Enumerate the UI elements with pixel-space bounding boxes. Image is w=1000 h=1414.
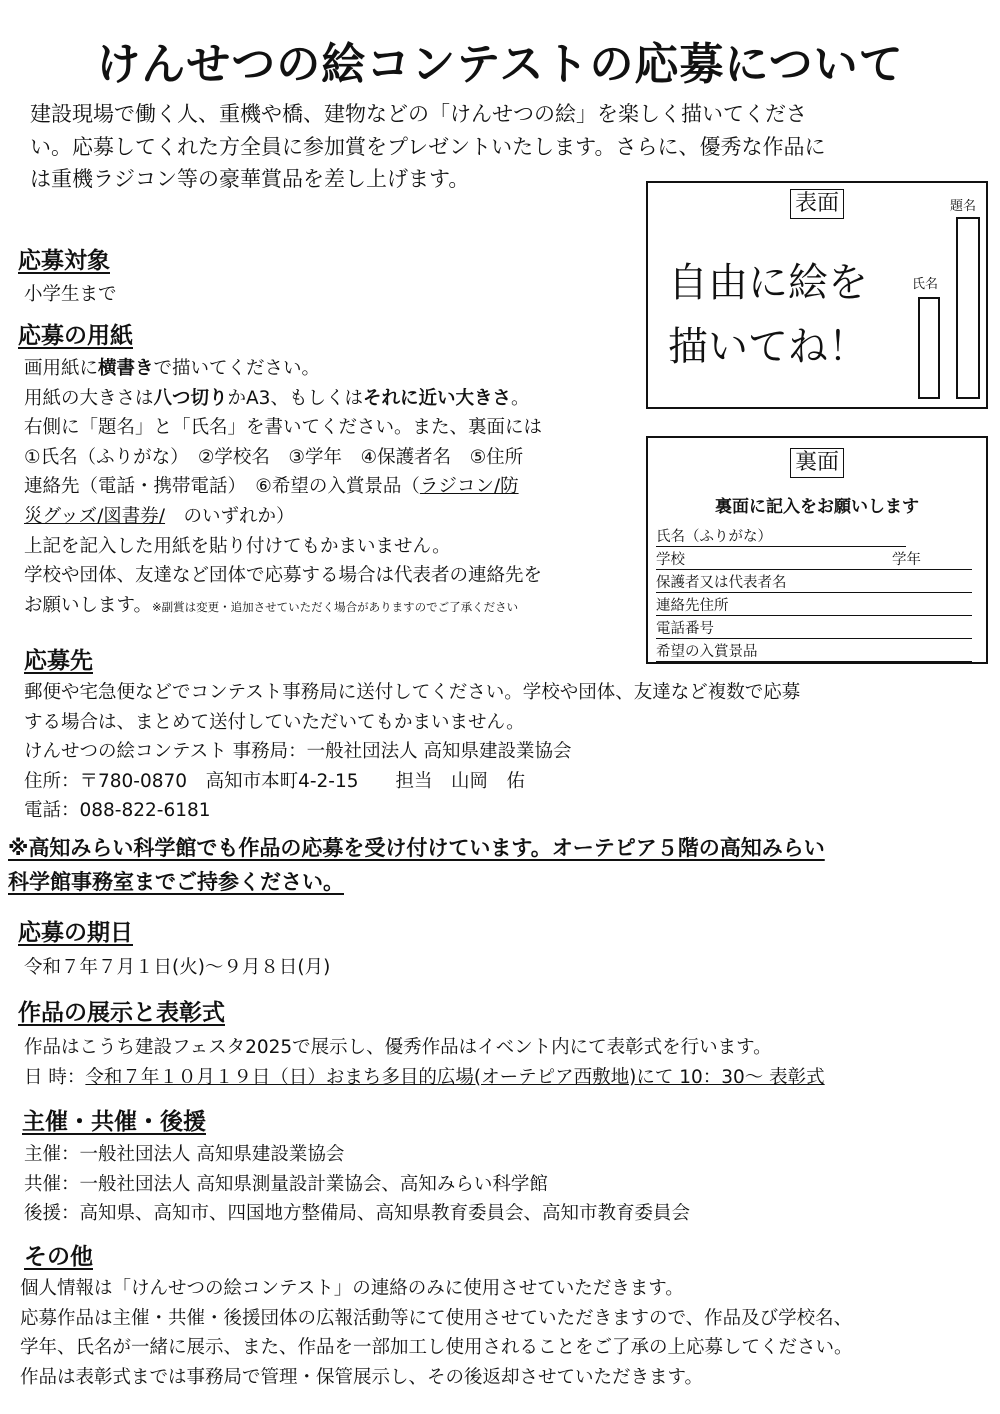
prize-options: ラジコン/防 [419,476,519,498]
name-slot [918,297,940,399]
back-sample-box [646,436,988,664]
intro-line: 建設現場で働く人、重機や橋、建物などの「けんせつの絵」を楽しく描いてくださ [30,102,807,126]
intro-line: い。応募してくれた方全員に参加賞をプレゼントいたします。さらに、優秀な作品に [30,134,826,159]
target-heading: 応募対象 [18,248,110,274]
paper-bold: 横書き [98,358,154,379]
paper-text: で描いてください。 [153,358,321,379]
destination-line: する場合は、まとめて送付していただいてもかまいません。 [24,711,525,733]
field-guardian: 保護者又は代表者名 [656,574,972,593]
exhibit-line: 作品はこうち建設フェスタ2025で展示し、優秀作品はイベント内にて表彰式を行います。 [24,1037,772,1058]
paper-text: お願いします。 [24,594,153,616]
paper-text: かA3、もしくは [227,387,363,409]
destination-body [24,678,800,826]
front-tag: 表面 [790,189,844,219]
destination-heading: 応募先 [24,648,93,674]
intro-line: は重機ラジコン等の豪華賞品を差し上げます。 [30,167,470,192]
exhibit-body [24,1033,825,1092]
exhibit-heading: 作品の展示と表彰式 [18,1000,225,1026]
paper-text: 連絡先（電話・携帯電話） ⑥希望の入賞景品（ [24,476,420,498]
back-heading: 裏面に記入をお願いします [715,497,919,517]
paper-text: 画用紙に [24,358,99,379]
target-text: 小学生まで [24,284,117,305]
other-body [20,1274,853,1392]
destination-line: 住所：〒780-0870 高知市本町4-2-15 担当 山岡 佑 [24,770,526,792]
sponsors-body [24,1140,690,1229]
science-museum-notice [8,832,998,899]
field-school-label: 学校 [656,552,685,568]
front-draw-line: 描いてね！ [668,324,868,370]
paper-line [24,502,644,532]
paper-line: 上記を記入した用紙を貼り付けてもかまいません。 [24,535,451,557]
page-title: けんせつの絵コンテストの応募について [96,39,904,90]
field-name: 氏名（ふりがな） [656,528,906,547]
destination-line: 郵便や宅急便などでコンテスト事務局に送付してください。学校や団体、友達など複数で応募 [24,682,801,703]
paper-bold: それに近い大きさ [362,387,511,409]
paper-line: 学校や団体、友達など団体で応募する場合は代表者の連絡先を [24,565,543,587]
field-address: 連絡先住所 [656,597,972,616]
back-tag: 裏面 [790,448,844,478]
field-school [656,551,972,570]
notice-line: ※高知みらい科学館でも作品の応募を受け付けています。オーテピア５階の高知みらい [8,836,825,860]
paper-text: 用紙の大きさは [24,387,154,409]
name-label: 氏名 [912,277,939,292]
other-line: 学年、氏名が一緒に展示、また、作品を一部加工し使用されることをご了承の上応募してください。 [20,1337,853,1359]
front-draw-line: 自由に絵を [668,260,868,306]
other-line: 個人情報は「けんせつの絵コンテスト」の連絡のみに使用させていただきます。 [20,1278,684,1299]
paper-text: のいずれか） [165,505,295,527]
sponsor-line: 主催：一般社団法人 高知県建設業協会 [24,1144,345,1165]
prize-options: 災グッズ/図書券/ [24,505,166,527]
destination-line: けんせつの絵コンテスト 事務局：一般社団法人 高知県建設業協会 [24,741,572,763]
paper-body [24,354,644,620]
notice-line: 科学館事務室までご持参ください。 [8,869,344,894]
paper-line [24,472,644,502]
exhibit-line [24,1063,825,1093]
title-label: 題名 [950,199,977,214]
front-sample-box [646,181,988,409]
exhibit-date-label: 日 時： [24,1066,86,1088]
field-grade-label: 学年 [892,552,921,568]
paper-bold: 八つ切り [153,387,228,409]
destination-line: 電話：088-822-6181 [24,800,211,822]
paper-line: 右側に「題名」と「氏名」を書いてください。また、裏面には [24,417,543,439]
paper-line [24,384,644,414]
field-prize: 希望の入賞景品 [656,643,972,662]
other-heading: その他 [24,1244,93,1270]
sponsors-heading: 主催・共催・後援 [22,1109,206,1135]
title-slot [956,217,980,399]
paper-line: ①氏名（ふりがな） ②学校名 ③学年 ④保護者名 ⑤住所 [24,446,524,468]
other-line: 作品は表彰式までは事務局で管理・保管展示し、その後返却させていただきます。 [20,1366,704,1388]
paper-line [24,354,644,384]
other-line: 応募作品は主催・共催・後援団体の広報活動等にて使用させていただきますので、作品及び学校名、 [20,1307,853,1329]
period-heading: 応募の期日 [18,920,133,946]
front-draw-text [668,251,868,379]
field-phone: 電話番号 [656,620,972,639]
period-text: 令和７年７月１日(火)～９月８日(月) [24,957,331,978]
paper-text: 。 [510,387,530,409]
paper-heading: 応募の用紙 [18,323,133,349]
prize-note: ※副賞は変更・追加させていただく場合がありますのでご了承ください [152,599,519,614]
paper-line [24,591,644,621]
sponsor-line: 共催：一般社団法人 高知県測量設計業協会、高知みらい科学館 [24,1173,548,1195]
sponsor-line: 後援：高知県、高知市、四国地方整備局、高知県教育委員会、高知市教育委員会 [24,1203,691,1225]
exhibit-date: 令和７年１０月１９日（日）おまち多目的広場(オーテピア西敷地)にて 10：30～ 表彰式 [85,1066,825,1088]
